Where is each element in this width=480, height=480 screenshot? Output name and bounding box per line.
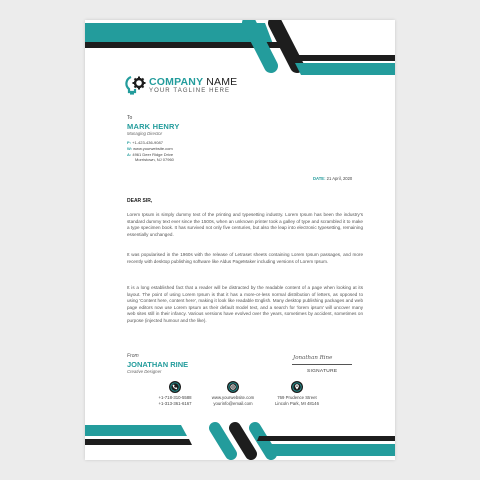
bottom-black-stripe-left: [85, 439, 192, 445]
body-paragraph-2: It was popularised in the 1960s with the release of Letraset sheets containing Lorem Ipsum passages, and more recently with desktop publishing software like Aldus PageMaker including versions of Lorem Ipsum.: [127, 252, 363, 264]
footer-address-line2: Lincoln Park, MI 48146: [275, 401, 319, 406]
from-label: From: [127, 353, 139, 359]
letter-date: DATE: 21 April, 2020: [313, 176, 353, 181]
recipient-web: W: www.yourwebsite.com: [127, 146, 173, 151]
recipient-phone: P: +1-423-436-9087: [127, 140, 163, 145]
sender-name: JONATHAN RINE: [127, 360, 189, 369]
top-black-stripe-right: [295, 55, 395, 61]
lightbulb-gear-icon: [125, 74, 147, 96]
bottom-black-stripe-right: [257, 436, 395, 441]
body-paragraph-1: Lorem Ipsum is simply dummy text of the printing and typesetting industry. Lorem Ipsum has been the industry's standard dummy text ever since the 1500s, when an unknown printer took a galley of type and scrambled it to make a type specimen book. It has survived not only five centuries, but also the leap into electronic typesetting, remaining essentially unchanged.: [127, 212, 363, 237]
bottom-teal-stripe-left: [85, 425, 187, 436]
signature-line: [292, 364, 352, 365]
greeting: DEAR SIR,: [127, 198, 153, 204]
company-name: COMPANY NAME: [149, 76, 238, 88]
top-black-diagonal: [275, 23, 297, 66]
bottom-decorative-band: [85, 420, 395, 460]
company-logo: [125, 73, 265, 113]
footer-phone-2: +1-313-361-6167: [158, 401, 192, 406]
bottom-black-diagonal: [235, 428, 251, 454]
location-pin-icon: [291, 381, 303, 393]
to-label: To: [127, 115, 133, 121]
bottom-teal-stripe-right: [263, 444, 395, 456]
footer-address-line1: 769 Prudence Street: [277, 395, 317, 400]
top-teal-stripe-right: [295, 63, 395, 75]
bottom-teal-diagonal-1: [215, 428, 231, 454]
phone-icon: [169, 381, 181, 393]
sender-title: Creative Designer: [127, 369, 162, 374]
footer-email: yourinfo@email.com: [213, 401, 253, 406]
body-paragraph-3: It is a long established fact that a reader will be distracted by the readable content of a page when looking at its layout. The point of using Lorem Ipsum is that it has a more-or-less normal distribution of letters, as opposed to using 'Content here, content here', making it look like readable English. Many desktop publishing packages and web page editors now use Lorem Ipsum as their default model text, and a search for 'lorem ipsum' will uncover many web sites still in their infancy. Various versions have evolved over the years, sometimes by accident, sometimes on purpose (injected humour and the like).: [127, 285, 363, 323]
footer-website: www.yourwebsite.com: [211, 395, 255, 400]
top-teal-diagonal: [249, 23, 271, 66]
company-tagline: YOUR TAGLINE HERE: [149, 88, 231, 94]
recipient-title: Managing Director: [127, 131, 163, 136]
signature-label: SIGNATURE: [307, 369, 338, 374]
recipient-address-line2: Morristown, NJ 07960: [135, 157, 174, 162]
recipient-address: A: 4961 Deer Ridge Drive: [127, 152, 174, 157]
top-decorative-band: [85, 20, 395, 80]
recipient-name: MARK HENRY: [127, 122, 180, 131]
globe-icon: [227, 381, 239, 393]
footer-phone-1: +1-718-310-5588: [158, 395, 192, 400]
letterhead-page: [85, 20, 395, 460]
handwritten-signature: Jonathan Rine: [293, 355, 333, 361]
